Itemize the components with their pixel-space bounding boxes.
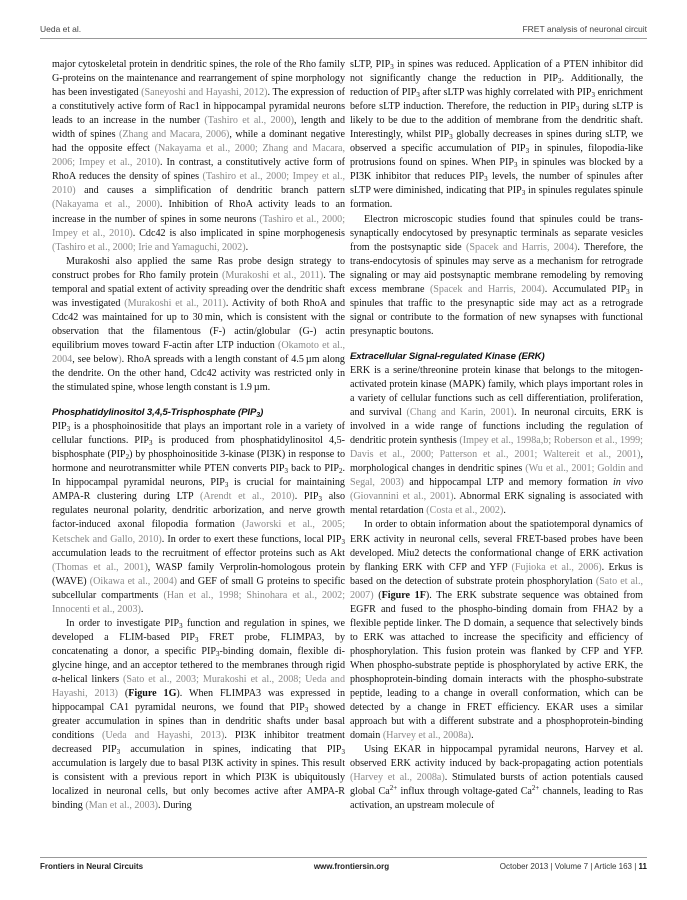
citation-link[interactable]: (Harvey et al., 2008a)	[382, 730, 472, 742]
citation-link[interactable]: (Jaworski et al., 2005; Ketschek and Gallo, 2010)	[52, 519, 345, 545]
superscript: 2+	[389, 784, 398, 793]
citation-link[interactable]: )	[118, 353, 122, 365]
paragraph: In order to obtain information about the spatiotemporal dynamics of ERK activity in neuronal cells, several FRET-based probes have been developed. Miu2 detects the conformational change of ERK activation by flanking ERK with CFP and YFP (Fujioka et al., 2006). Erkus is based on the detection of substrate protein phosphorylation (Sato et al., 2007) (Figure 1F). The ERK substrate sequence was obtained from EGFR and fused to the phospho-binding domain from FHA2 by a flexible peptide linker. The D domain, a sequence that selectively binds to ERK was attached to increase the specificity and efficiency of phosphorylation. This fusion protein was flanked by CFP and YFP. When phospho-substrate peptide is phosphorylated by active ERK, the phosphoprotein-binding domain interacts with the phospho-substrate peptide, leading to a change in overall conformation, which can be detected by a change in FRET efficiency. EKAR uses a similar approach but with a different substrate and a phosphoprotein-binding domain (Harvey et al., 2008a).	[350, 519, 643, 742]
subscript: 3	[179, 621, 183, 630]
citation-link[interactable]: (Chang and Karin, 2001)	[406, 407, 515, 419]
citation-link[interactable]: (Giovannini et al., 2001)	[350, 491, 454, 503]
citation-link[interactable]: (Murakoshi et al., 2011)	[222, 269, 324, 281]
citation-link[interactable]: (Sato et al., 2007)	[350, 575, 643, 601]
figure-reference-link[interactable]: Figure 1G	[128, 688, 177, 700]
citation-link[interactable]: (Arendt et al., 2010)	[199, 491, 295, 503]
subscript: 2	[125, 453, 130, 462]
page-number: 11	[638, 862, 647, 871]
subscript: 3	[557, 77, 562, 86]
citation-link[interactable]: (Tashiro et al., 2000; Impey et al., 2010)	[52, 171, 346, 197]
subscript: 3	[66, 425, 71, 434]
subscript: 3	[390, 63, 394, 71]
paragraph: major cytoskeletal protein in dendritic spines, the role of the Rho family G-proteins on the maintenance and rearrangement of spine morphology has been investigated (Saneyoshi and Hayashi, 2012). The expression of a constitutively active form of Rac1 in hippocampal pyramidal neurons leads to an increase in the number (Tashiro et al., 2000), length and width of spines (Zhang and Macara, 2006), while a dominant negative had the opposite effect (Nakayama et al., 2000; Zhang and Macara, 2006; Impey et al., 2010). In contrast, a constitutively active form of RhoA reduces the density of spines (Tashiro et al., 2000; Impey et al., 2010) and causes a simplification of dendritic branch pattern (Nakayama et al., 2000). Inhibition of RhoA activity leads to an increase in the number of spines in some neurons (Tashiro et al., 2000; Impey et al., 2010). Cdc42 is also implicated in spine morphogenesis (Tashiro et al., 2000; Irie and Yamaguchi, 2002).	[52, 59, 346, 253]
paragraph: Electron microscopic studies found that spinules could be trans-synaptically endocytosed by presynaptic terminals as separate vesicles from the postsynaptic side (Spacek and Harris, 2004). Therefore, the trans-endocytosis of spinules may serve as a mechanism for retrograde signaling or may aid postsynaptic membrane remodeling by removing excess membrane (Spacek and Harris, 2004). Accumulated $PIP_3$ in spinules that traffic to the presynaptic side may act as a retrograde signal or contribute to the formation of new synapses with functional presynaptic boutons.	[350, 213, 643, 337]
subscript: 3	[513, 161, 518, 170]
citation-link[interactable]: (Ueda and Hayashi, 2013)	[102, 730, 225, 742]
left-column	[52, 58, 345, 813]
subscript: 3	[449, 133, 453, 142]
subscript: 3	[304, 706, 309, 715]
subscript: 3	[284, 467, 289, 476]
subscript: 2	[338, 467, 343, 476]
section-heading-pip3: Phosphatidylinositol 3,4,5-Trisphosphate $(PIP_3)$	[52, 407, 264, 420]
subscript: 3	[521, 189, 526, 198]
citation-link[interactable]: (Tashiro et al., 2000)	[204, 115, 295, 127]
paragraph: ERK is a serine/threonine protein kinase that belongs to the mitogen-activated protein kinase (MAPK) family, which plays important roles in a variety of cellular functions such as cell differentiation, proliferation, and survival (Chang and Karin, 2001). In neuronal circuits, ERK is involved in a wide range of functions including the regulation of dendritic protein synthesis (Impey et al., 1998a,b; Roberson et al., 1999; Davis et al., 2000; Patterson et al., 2001; Waltereit et al., 2001), morphological changes in dendritic spines (Wu et al., 2001; Goldin and Segal, 2003) and hippocampal LTP and memory formation in vivo (Giovannini et al., 2001). Abnormal ERK signaling is associated with mental retardation (Costa et al., 2002).	[350, 364, 644, 517]
citation-link[interactable]: (Man et al., 2003)	[85, 800, 158, 812]
figure-reference-link[interactable]: Figure 1F	[381, 589, 426, 601]
citation-link[interactable]: (Harvey et al., 2008a)	[350, 772, 445, 784]
citation-link[interactable]: (Spacek and Harris, 2004)	[429, 283, 545, 295]
citation-link[interactable]: (Han et al., 1998; Shinohara et al., 2002; Innocenti et al., 2003)	[52, 589, 345, 615]
subscript: 3	[575, 105, 580, 114]
right-column	[350, 58, 643, 813]
citation-link[interactable]: (Tashiro et al., 2000; Impey et al., 2010)	[52, 213, 346, 239]
subscript: 3	[591, 91, 595, 100]
header-authors: Ueda et al.	[40, 24, 82, 34]
citation-link[interactable]: (Nakayama et al., 2000)	[52, 199, 160, 211]
citation-link[interactable]: (Zhang and Macara, 2006)	[119, 129, 230, 141]
running-header	[40, 24, 647, 39]
subscript: 3	[341, 537, 345, 546]
section-heading-erk: Extracellular Signal-regulated Kinase (ERK)	[350, 350, 545, 362]
citation-link[interactable]: (Wu et al., 2001; Goldin and Segal, 2003)	[350, 463, 643, 489]
footer-url-link[interactable]: www.frontiersin.org	[313, 862, 390, 871]
paragraph: sLTP, $PIP_3$ in spines was reduced. Application of a PTEN inhibitor did not significantly change the reduction in $PIP_3$. Additionally, the reduction of $PIP_3$ after sLTP was highly correlated with $PIP_3$ enrichment before sLTP induction. Therefore, the reduction in $PIP_3$ during sLTP is likely to be due to the addition of membrane from the dendritic shaft. Interestingly, whilst $PIP_3$ globally decreases in spines during sLTP, we observed a specific accumulation of $PIP_3$ in spinules, filopodia-like protrusions found on spines. When $PIP_3$ in spinules was blocked by a PI3K inhibitor that reduces $PIP_3$ levels, the number of spinules after sLTP were diminished, indicating that $PIP_3$ in spinules regulates spinule formation.	[350, 59, 644, 211]
subscript: 3	[525, 147, 530, 156]
subscript: 3	[195, 635, 199, 644]
paragraph: Using EKAR in hippocampal pyramidal neurons, Harvey et al. observed ERK activity induced by back-propagating action potentials (Harvey et al., 2008a). Stimulated bursts of action potentials caused global $Ca^{2+}$ influx through voltage-gated $Ca^{2+}$ channels, leading to Ras activation, an upstream molecule of	[350, 744, 644, 812]
citation-link[interactable]: (Costa et al., 2002)	[426, 505, 504, 517]
subscript: 3	[416, 91, 420, 100]
paragraph: $PIP_3$ is a phosphoinositide that plays an important role in a variety of cellular functions. $PIP_3$ is produced from phosphatidylinositol 4,5-bisphosphate $(PIP_2)$ by phosphoinositide 3-kinase (PI3K) in response to hormone and neurotransmitter while PTEN converts $PIP_3$ back to $PIP_2$. In hippocampal pyramidal neurons, $PIP_3$ is crucial for maintaining AMPA-R clustering during LTP (Arendt et al., 2010). $PIP_3$ also regulates neuronal polarity, dendritic arborization, and nerve growth factor-induced axonal filopodia formation (Jaworski et al., 2005; Ketschek and Gallo, 2010). In order to exert these functions, local $PIP_3$ accumulation leads to the recruitment of effector proteins such as Akt (Thomas et al., 2001), WASP family Verprolin-homologous protein (WAVE) (Oikawa et al., 2004) and GEF of small G proteins to specific subcellular compartments (Han et al., 1998; Shinohara et al., 2002; Innocenti et al., 2003).	[52, 421, 345, 615]
subscript: 3	[318, 495, 323, 504]
citation-link[interactable]: (Tashiro et al., 2000; Irie and Yamaguchi, 2002)	[52, 241, 246, 253]
citation-link[interactable]: (Fujioka et al., 2006)	[511, 561, 602, 573]
paragraph: In order to investigate $PIP_3$ function and regulation in spines, we developed a FLIM-based $PIP_3$ FRET probe, FLIMPA3, by concatenating a donor, a specific $PIP_3$-binding domain, flexible di-glycine hinge, and an acceptor tethered to the membranes through rigid α-helical linkers (Sato et al., 2003; Murakoshi et al., 2008; Ueda and Hayashi, 2013) (Figure 1G). When FLIMPA3 was expressed in hippocampal CA1 pyramidal neurons, we found that $PIP_3$ showed greater accumulation in spines than in dendritic shafts under basal conditions (Ueda and Hayashi, 2013). PI3K inhibitor treatment decreased $PIP_3$ accumulation in spines, indicating that $PIP_3$ accumulation is largely due to basal PI3K activity in spines. This result is consistent with a previous report in which PI3K is ubiquitously localized in neuronal cells, but only becomes active after AMPA-R binding (Man et al., 2003). During	[52, 617, 346, 812]
superscript: 2+	[531, 784, 540, 793]
citation-link[interactable]: (Saneyoshi and Hayashi, 2012)	[141, 87, 268, 99]
citation-link[interactable]: (Thomas et al., 2001)	[52, 561, 148, 573]
citation-link[interactable]: (Impey et al., 1998a,b; Roberson et al., 1999; Davis et al., 2000; Patterson et al., 2001; Waltereit et al., 2001)	[350, 435, 643, 461]
subscript: 3	[224, 481, 229, 490]
footer-journal: Frontiers in Neural Circuits	[40, 862, 144, 871]
citation-link[interactable]: (Nakayama et al., 2000; Zhang and Macara, 2006; Impey et al., 2010)	[52, 143, 346, 169]
footer-issue: October 2013 | Volume 7 | Article 163 | 11	[499, 862, 647, 871]
citation-link[interactable]: (Oikawa et al., 2004)	[89, 575, 177, 587]
subscript: 3	[341, 748, 345, 757]
subscript: 3	[149, 439, 153, 448]
paragraph: Murakoshi also applied the same Ras probe design strategy to construct probes for Rho family protein (Murakoshi et al., 2011). The temporal and spatial extent of activity spreading over the dendritic shaft was investigated (Murakoshi et al., 2011). Activity of both RhoA and Cdc42 was maintained for up to 30 min, which is consistent with the observation that the filamentous (F-) actin/globular (G-) actin equilibrium moves toward F-actin after LTP induction (Okamoto et al., 2004, see below). RhoA spreads with a length constant of 4.5 µm along the dendrite. On the other hand, Cdc42 activity was restricted only in the stimulated spine, whose length constant is 1.9 µm.	[52, 255, 345, 394]
subscript: 3	[626, 287, 630, 296]
citation-link[interactable]: (Murakoshi et al., 2011)	[124, 297, 226, 309]
italic-term: in vivo	[612, 477, 644, 489]
page-footer	[40, 857, 647, 871]
header-title: FRET analysis of neuronal circuit	[522, 24, 647, 34]
subscript: 3	[484, 175, 488, 184]
subscript: 3	[116, 748, 121, 757]
citation-link[interactable]: (Sato et al., 2003; Murakoshi et al., 2008; Ueda and Hayashi, 2013)	[52, 673, 345, 700]
citation-link[interactable]: (Okamoto et al., 2004	[52, 339, 345, 365]
citation-link[interactable]: (Spacek and Harris, 2004)	[465, 241, 578, 253]
subscript: 3	[216, 649, 220, 658]
